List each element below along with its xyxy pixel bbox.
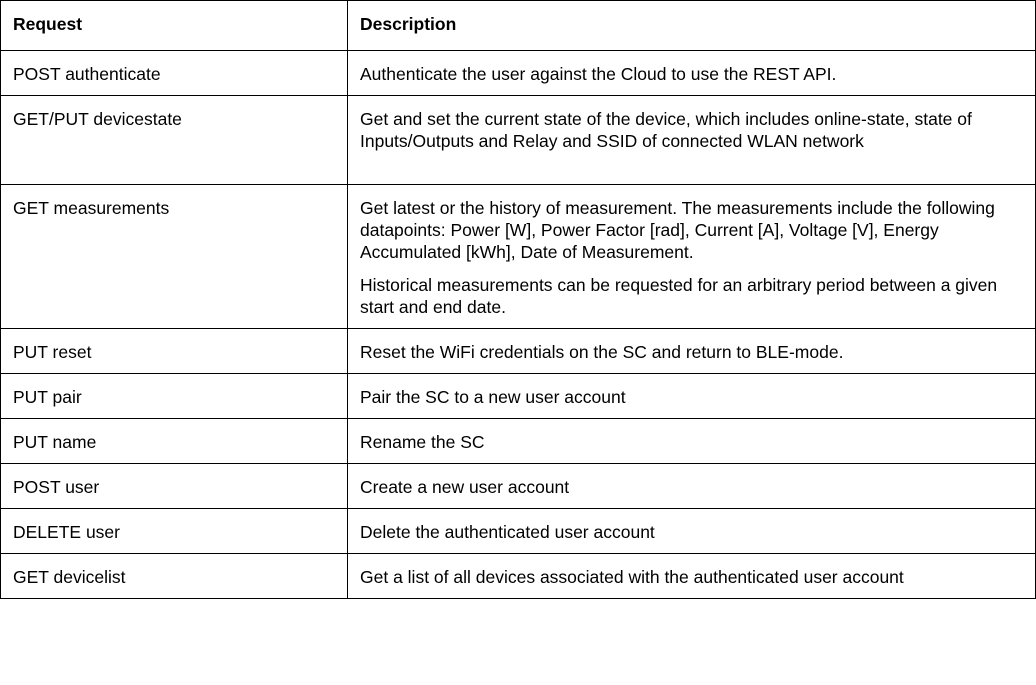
- description-text: Authenticate the user against the Cloud to use the REST API.: [360, 64, 837, 84]
- description-cell: [348, 374, 1036, 419]
- header-description: Description: [348, 1, 1036, 51]
- description-text: Pair the SC to a new user account: [360, 387, 626, 407]
- description-text: Reset the WiFi credentials on the SC and return to BLE-mode.: [360, 342, 844, 362]
- table-row: [1, 51, 1036, 96]
- request-cell: GET measurements: [1, 185, 348, 329]
- description-text: Historical measurements can be requested for an arbitrary period between a given start and end date.: [360, 275, 998, 317]
- description-text: Create a new user account: [360, 477, 570, 497]
- table-row: [1, 419, 1036, 464]
- header-request: Request: [1, 1, 348, 51]
- table-row: [1, 96, 1036, 185]
- description-text: Delete the authenticated user account: [360, 522, 655, 542]
- description-cell: [348, 554, 1036, 599]
- description-cell: [348, 419, 1036, 464]
- description-cell: [348, 185, 1036, 329]
- description-cell: [348, 329, 1036, 374]
- table-row: [1, 329, 1036, 374]
- table-row: [1, 509, 1036, 554]
- description-text: Get a list of all devices associated with the authenticated user account: [360, 567, 904, 587]
- table-row: [1, 554, 1036, 599]
- request-cell: PUT name: [1, 419, 348, 464]
- description-cell: [348, 96, 1036, 185]
- table-row: [1, 374, 1036, 419]
- request-cell: POST authenticate: [1, 51, 348, 96]
- request-cell: GET/PUT devicestate: [1, 96, 348, 185]
- description-text: Get latest or the history of measurement. The measurements include the following datapoints: Power [W], Power Factor [rad], Current [A], Voltage [V], Energy Accumulated [kWh], Date of Measurement.: [360, 198, 995, 262]
- table-row: [1, 185, 1036, 329]
- request-cell: PUT pair: [1, 374, 348, 419]
- table-header-row: [1, 1, 1036, 51]
- description-text: Get and set the current state of the device, which includes online-state, state of Inputs/Outputs and Relay and SSID of connected WLAN network: [360, 109, 972, 151]
- request-cell: DELETE user: [1, 509, 348, 554]
- request-cell: PUT reset: [1, 329, 348, 374]
- description-cell: [348, 51, 1036, 96]
- description-text: Rename the SC: [360, 432, 485, 452]
- table-row: [1, 464, 1036, 509]
- request-cell: POST user: [1, 464, 348, 509]
- description-cell: [348, 509, 1036, 554]
- request-cell: GET devicelist: [1, 554, 348, 599]
- description-cell: [348, 464, 1036, 509]
